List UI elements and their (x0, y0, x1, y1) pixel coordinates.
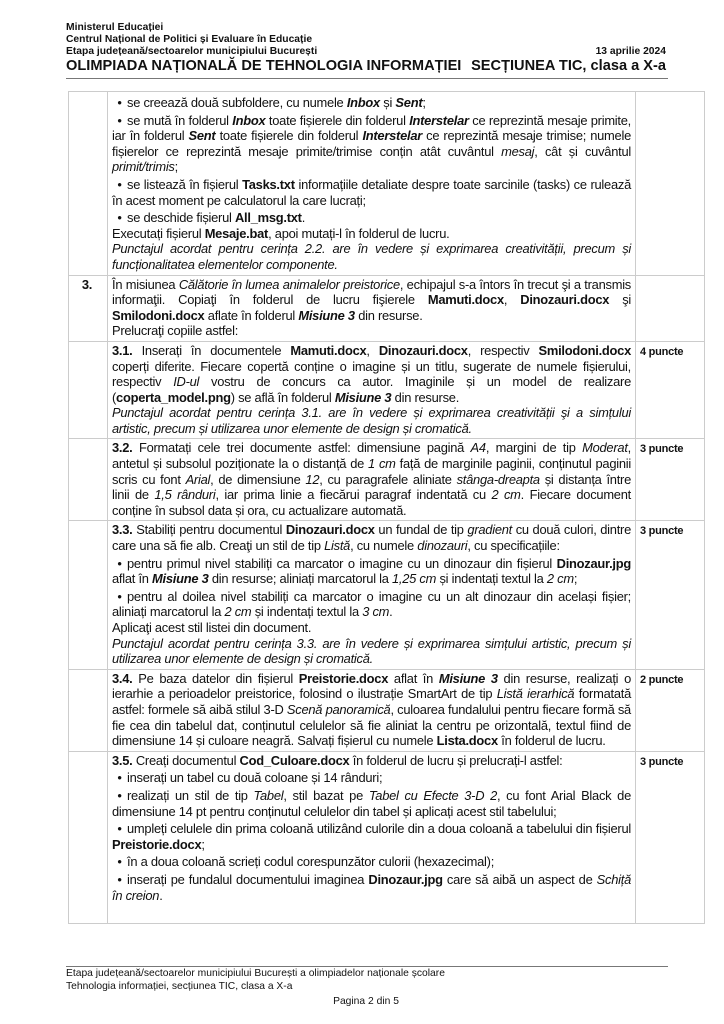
tasks-table (68, 91, 705, 924)
emphasized-text: Smilodoni.docx (538, 342, 631, 358)
scoring-note (112, 636, 631, 667)
emphasized-text: Schiță în creion (112, 871, 631, 903)
text-run: , stil bazat pe (283, 787, 369, 803)
text-run: toate fișierele din folderul (265, 112, 410, 128)
task-number (69, 341, 108, 439)
emphasized-text: Dinozaur.jpg (368, 871, 443, 887)
emphasized-text: 12 (305, 471, 320, 487)
bullet-item (112, 854, 631, 870)
task-number (69, 751, 108, 923)
points-value: 3 puncte (636, 439, 705, 521)
text-run: ) se află în folderul (230, 389, 335, 405)
text-run: , cu font Arial Black de dimensiune 14 pt pentru conținutul celulelor din tabel și aplicați acest stil tabelului; (112, 787, 631, 819)
emphasized-text: Interstelar (409, 112, 469, 128)
text-run: un fundal de tip (374, 522, 468, 538)
emphasized-text: Cod_Culoare.docx (239, 752, 350, 768)
emphasized-text: 3.1. (112, 342, 133, 358)
text-run: Punctajul acordat pentru cerința 3.1. are în vedere și exprimarea creativității şi a simțului artistic, precum și utilizarea unor elemente de design și cromatică. (112, 405, 631, 436)
emphasized-text: Tasks.txt (242, 176, 295, 192)
text-run: din resurse, realizați o ierarhie a perioadelor preistorice, folosind o ilustrație SmartArt de tip (112, 670, 631, 702)
text-run: ce reprezintă mesaje trimise; numele fișierelor ce reprezintă mesaje primite/trimise conțin atât cuvântul (112, 128, 631, 159)
text-run: ce reprezintă mesaje primite, iar în folderul (112, 112, 631, 144)
emphasized-text: Smilodoni.docx (112, 307, 205, 323)
text-run: coperți diferite. Fiecare copertă conține o imagine și un titlu, sugerate de numele fișierului, respectiv (112, 358, 631, 390)
text-run: Creați documentul (132, 752, 240, 768)
paragraph (112, 277, 631, 324)
emphasized-text: 2 cm (546, 571, 574, 587)
emphasized-text: Listă (324, 538, 351, 554)
emphasized-text: 3.2. (112, 440, 133, 456)
emphasized-text: 1,5 rânduri (154, 487, 216, 503)
task-number (69, 521, 108, 669)
emphasized-text: 1,25 cm (392, 571, 437, 587)
text-run: pentru primul nivel stabiliți ca marcator o imagine cu un dinozaur din fișierul (127, 555, 557, 571)
text-run: , cu paragrafele aliniate (319, 471, 457, 487)
text-run: În misiunea (112, 276, 179, 292)
emphasized-text: Arial (185, 471, 211, 487)
emphasized-text: Listă ierarhică (496, 686, 575, 702)
page-number: Pagina 2 din 5 (333, 996, 399, 1007)
paragraph (112, 753, 631, 769)
emphasized-text: Lista.docx (436, 733, 498, 749)
text-run: Prelucraţi copiile astfel: (112, 323, 239, 339)
emphasized-text: Dinozauri.docx (378, 342, 468, 358)
footer-divider (66, 966, 668, 967)
emphasized-text: 2 cm (491, 487, 521, 503)
points-value: 2 puncte (636, 669, 705, 751)
text-run: . (389, 604, 393, 620)
text-run: Punctajul acordat pentru cerința 3.3. are în vedere și exprimarea simțului artistic, precum și utilizarea unor elemente de design și cromatică. (112, 635, 631, 667)
paragraph (112, 226, 631, 242)
emphasized-text: Mesaje.bat (204, 225, 269, 241)
text-run: , cât și cuvântul (534, 143, 632, 159)
emphasized-text: Scenă panoramică (286, 701, 391, 717)
emphasized-text: Mamuti.docx (427, 292, 504, 308)
bullet-item (112, 821, 631, 852)
bullet-item (112, 95, 631, 111)
task-number (69, 669, 108, 751)
text-run: aflate în folderul (204, 307, 299, 323)
text-run: și indentați textul la (251, 604, 363, 620)
points-value (636, 275, 705, 341)
emphasized-text: 3.4. (112, 670, 133, 686)
emphasized-text: Misiune 3 (334, 389, 392, 405)
bullet-item (112, 788, 631, 819)
text-run: realizați un stil de tip (127, 787, 254, 803)
emphasized-text: 3 cm (362, 604, 390, 620)
text-run: umpleți celulele din prima coloană utilizând culorile din a doua coloană a tabelului din fișierul (127, 821, 631, 837)
page-header (66, 22, 666, 75)
text-run: care să aibă un aspect de (442, 871, 597, 887)
emphasized-text: coperta_model.png (116, 389, 231, 405)
emphasized-text: Călătorie în lumea animalelor preistorice (178, 276, 400, 292)
paragraph (112, 620, 631, 636)
text-run: și distanța între linii de (112, 471, 632, 503)
emphasized-text: A4 (470, 440, 486, 456)
text-run: din resurse; aliniați marcatorul la (208, 571, 393, 587)
text-run: pentru al doilea nivel stabiliți ca marcator o imagine cu un alt dinozaur din același fișier; aliniați marcatorul la (112, 588, 631, 620)
task-description (108, 669, 636, 751)
task-row (69, 341, 705, 439)
text-run: Punctajul acordat pentru cerința 2.2. are în vedere și exprimarea creativității, precum și funcționalitatea elementelor componente. (112, 241, 631, 272)
emphasized-text: Preistorie.docx (298, 670, 389, 686)
page-footer (66, 968, 666, 1009)
text-run: Executați fișierul (112, 225, 205, 241)
bullet-item (112, 770, 631, 786)
points-value (636, 92, 705, 276)
text-run: . Fiecare document conține în subsol data și ora, cu actualizare automată. (112, 487, 631, 518)
emphasized-text: Inbox (346, 95, 380, 110)
text-run: și (379, 95, 396, 110)
text-run: , margini de tip (485, 440, 583, 456)
emphasized-text: Preistorie.docx (112, 836, 202, 852)
text-run: , respectiv (467, 342, 539, 358)
task-row (69, 439, 705, 521)
text-run: din resurse. (391, 389, 460, 405)
text-run: Aplicaţi acest stil listei din document. (112, 620, 312, 635)
emphasized-text: Dinozaur.jpg (556, 555, 631, 571)
text-run: , (366, 342, 379, 358)
text-run: şi (609, 292, 631, 308)
points-value: 3 puncte (636, 751, 705, 923)
center-name: Centrul Național de Politici și Evaluare în Educație (66, 34, 313, 45)
emphasized-text: Sent (395, 95, 423, 110)
text-run: , cu specificațiile: (467, 538, 560, 554)
text-run: , echipajul s-a întors în trecut şi a transmis informaţii. Copiaţi în folderul de lucru fişierele (112, 276, 631, 308)
task-number (69, 439, 108, 521)
text-run: ; (422, 95, 426, 110)
emphasized-text: 2 cm (224, 604, 252, 620)
emphasized-text: Misiune 3 (298, 307, 355, 323)
emphasized-text: primit/trimis (112, 159, 175, 175)
emphasized-text: All_msg.txt (234, 210, 302, 226)
text-run: Formatați cele trei documente astfel: dimensiune pagină (132, 440, 471, 456)
footer-subject: Tehnologia informației, secțiunea TIC, clasa a X-a (66, 980, 293, 992)
footer-stage: Etapa județeană/sectoarelor municipiului București a olimpiadelor naționale școlare (66, 968, 445, 979)
text-run: , antetul și subsolul poziționate la o distanță de (112, 440, 631, 472)
text-run: cu două culori, dintre care una să fie alb. Creaţi un stil de tip (112, 522, 631, 554)
emphasized-text: Dinozauri.docx (520, 292, 610, 308)
points-value: 3 puncte (636, 521, 705, 669)
text-run: informațiile detaliate despre toate sarcinile (tasks) ce rulează în acest moment pe calculatorul la care lucrați; (112, 176, 631, 208)
emphasized-text: Misiune 3 (438, 670, 498, 686)
emphasized-text: stânga-dreapta (456, 471, 540, 487)
scoring-note (112, 241, 631, 272)
text-run: aflat în (388, 670, 439, 686)
text-run: , iar prima linie a fiecărui paragraf indentată cu (215, 487, 492, 503)
header-divider (66, 78, 668, 79)
emphasized-text: Tabel (253, 787, 284, 803)
bullet-item (112, 556, 631, 587)
emphasized-text: Tabel cu Efecte 3-D 2 (368, 787, 498, 803)
paragraph (112, 440, 631, 518)
task-number (69, 92, 108, 276)
emphasized-text: Inbox (232, 112, 266, 128)
olympiad-title: OLIMPIADA NAȚIONALĂ DE TEHNOLOGIA INFORMAȚIEI (66, 58, 462, 74)
paragraph (112, 522, 631, 553)
text-run: din resurse. (354, 307, 423, 323)
text-run: , (503, 292, 521, 308)
bullet-item (112, 589, 631, 620)
task-description (108, 92, 636, 276)
text-run: Inserați în documentele (132, 342, 291, 358)
bullet-item (112, 872, 631, 903)
text-run: Stabiliți pentru documentul (132, 522, 286, 538)
emphasized-text: Sent (188, 128, 216, 144)
text-run: toate fișierele din folderul (215, 128, 363, 144)
paragraph (112, 323, 631, 339)
text-run: Pe baza datelor din fișierul (132, 670, 299, 686)
text-run: inserați un tabel cu două coloane și 14 rânduri; (127, 770, 383, 786)
paragraph (112, 343, 631, 405)
emphasized-text: mesaj (501, 143, 535, 159)
text-run: inserați pe fundalul documentului imaginea (127, 871, 369, 887)
emphasized-text: Interstelar (362, 128, 423, 144)
emphasized-text: ID-ul (173, 374, 200, 390)
text-run: . (159, 887, 163, 903)
task-row (69, 521, 705, 669)
text-run: în a doua coloană scrieți codul corespunzător culorii (hexazecimal); (127, 854, 495, 870)
text-run: formatată astfel: formele să aibă stilul 3-D (112, 686, 631, 717)
emphasized-text: gradient (467, 522, 513, 538)
task-description (108, 751, 636, 923)
task-description (108, 439, 636, 521)
text-run: se deschide fișierul (127, 210, 235, 226)
text-run: , de dimensiune (210, 471, 306, 487)
text-run: se mută în folderul (127, 112, 233, 128)
text-run: aflat în (112, 571, 153, 587)
text-run: ; (573, 571, 578, 587)
scoring-note (112, 405, 631, 436)
emphasized-text: 1 cm (368, 456, 396, 472)
text-run: , cu numele (350, 538, 418, 554)
task-description (108, 521, 636, 669)
text-run: și indentați textul la (436, 571, 547, 587)
exam-date: 13 aprilie 2024 (595, 46, 666, 57)
text-run: față de marginile paginii, conținutul paginii scris cu font (112, 456, 632, 487)
paragraph (112, 671, 631, 749)
bullet-item (112, 177, 631, 208)
ministry-name: Ministerul Educației (66, 22, 164, 33)
text-run: . (301, 210, 306, 226)
bullet-item (112, 113, 631, 175)
emphasized-text: Misiune 3 (152, 571, 209, 587)
text-run: în folderul de lucru și prelucrați-l astfel: (349, 752, 563, 768)
emphasized-text: Dinozauri.docx (285, 522, 375, 538)
section-title: SECȚIUNEA TIC, clasa a X-a (471, 58, 666, 74)
text-run: , culoarea fundalului pentru fiecare formă să fie cea din tabelul dat, conținutul celulelor să fie aliniat la centru pe orizontală, textul fiind de dimensiune 14 și culoare neagră. Salvați fișierul cu numele (112, 701, 631, 749)
task-row (69, 669, 705, 751)
text-run: ; (201, 836, 205, 852)
emphasized-text: Moderat (582, 440, 628, 456)
emphasized-text: Mamuti.docx (290, 342, 367, 358)
stage-name: Etapa județeană/sectoarelor municipiului București (66, 46, 318, 57)
text-run: , apoi mutați-l în folderul de lucru. (268, 225, 450, 241)
points-value: 4 puncte (636, 341, 705, 439)
text-run: ; (174, 159, 178, 175)
task-description (108, 275, 636, 341)
text-run: vostru de concurs ca autor. Imaginile și un model de realizare ( (112, 374, 631, 405)
bullet-item (112, 210, 631, 226)
task-row (69, 275, 705, 341)
task-description (108, 341, 636, 439)
emphasized-text: 3.5. (112, 752, 133, 768)
emphasized-text: dinozauri (417, 538, 468, 554)
text-run: se creează două subfoldere, cu numele (127, 95, 347, 110)
emphasized-text: 3.3. (112, 522, 133, 538)
text-run: în folderul de lucru. (497, 733, 606, 749)
task-number: 3. (69, 275, 108, 341)
task-row (69, 92, 705, 276)
task-row (69, 751, 705, 923)
text-run: se listează în fișierul (127, 176, 243, 192)
